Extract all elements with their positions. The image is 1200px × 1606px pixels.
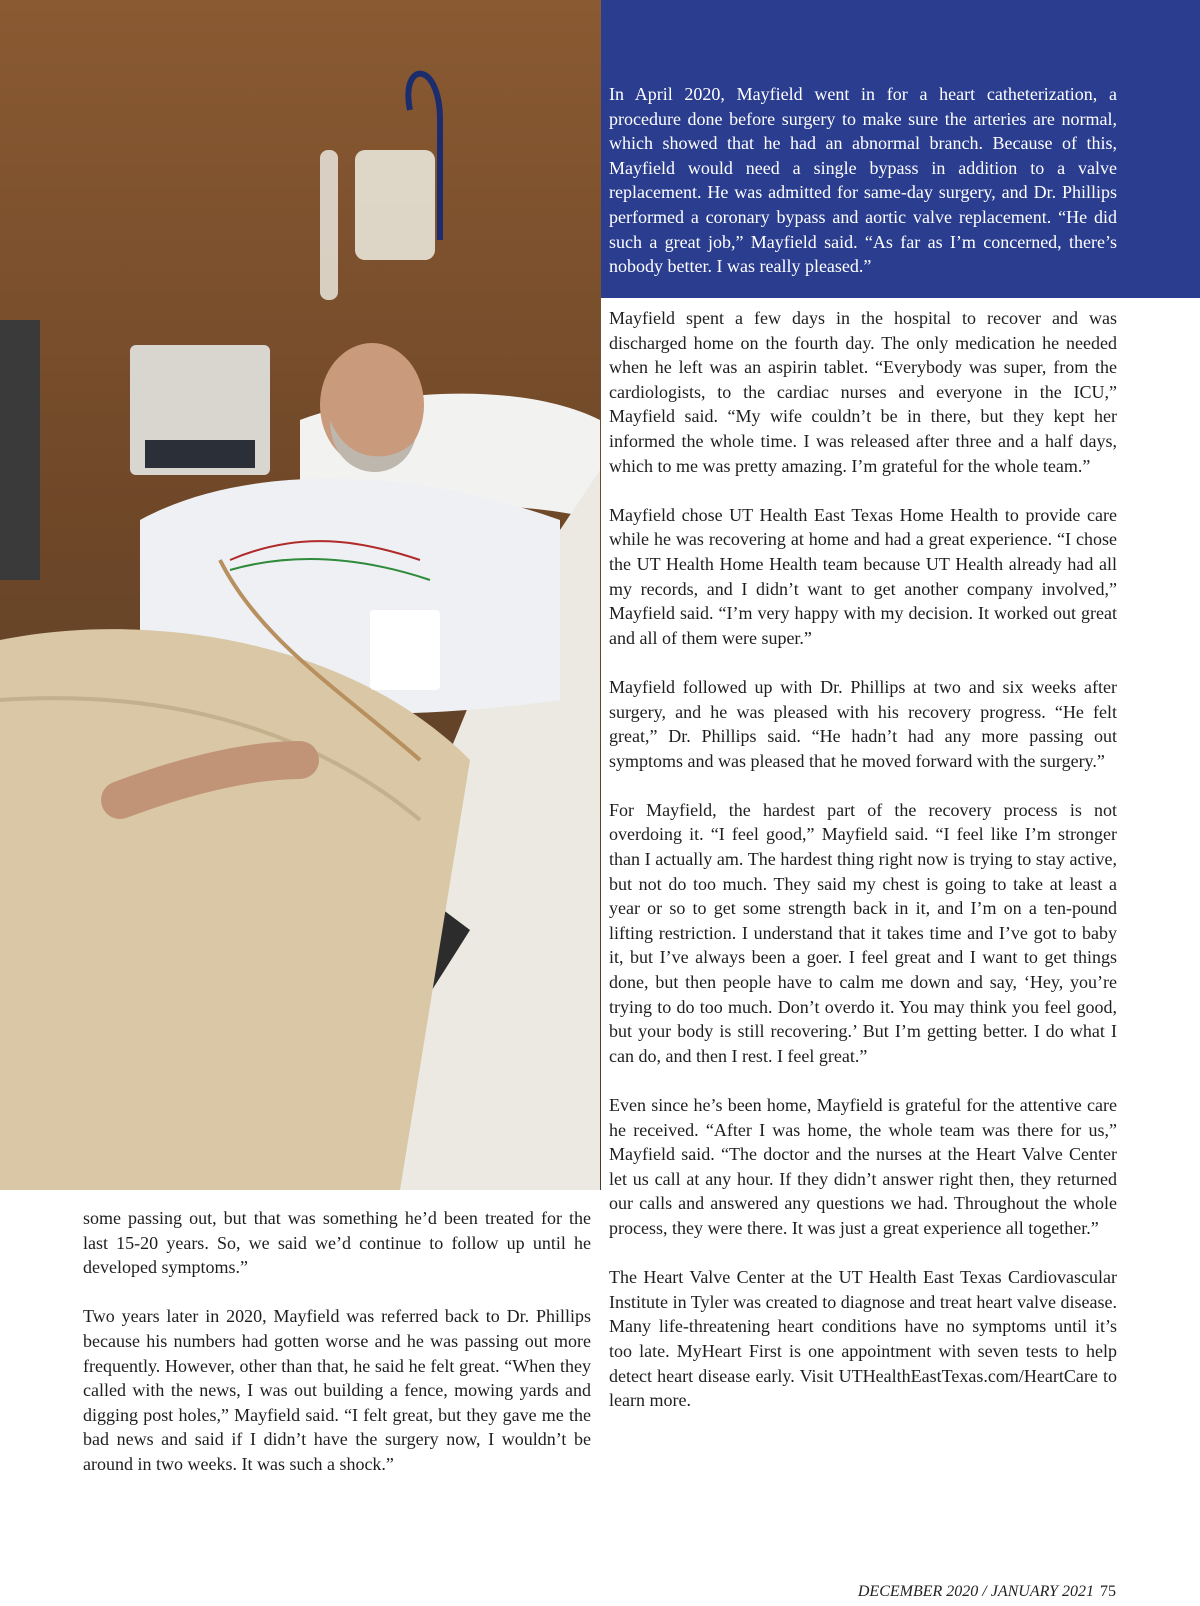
bp-cuff-label (370, 610, 440, 690)
right-column (609, 306, 1117, 1413)
paragraph-grateful: Even since he’s been home, Mayfield is grateful for the attentive care he received. “After I was home, the whole team was there for us,” Mayfield said. “The doctor and the nurses at the Heart Valve Center let us call at any hour. If they didn’t answer right then, they returned our calls and answered any questions we had. Throughout the whole process, they were there. It was just a great experience all together.” (609, 1095, 1117, 1238)
left-column (83, 1206, 591, 1477)
paragraph-recovery: Mayfield spent a few days in the hospital to recover and was discharged home on the fourth day. The only medication he needed when he left was an aspirin tablet. “Everybody was super, from the cardiologists, to the cardiac nurses and everyone in the ICU,” Mayfield said. “My wife couldn’t be in there, but they kept her informed the whole time. I was released after three and a half days, which to me was pretty amazing. I’m grateful for the whole team.” (609, 308, 1117, 476)
paragraph-hardest-part: For Mayfield, the hardest part of the recovery process is not overdoing it. “I feel good,” Mayfield said. “I feel like I’m stronger than I actually am. The hardest thing right now is trying to stay active, but not do too much. They said my chest is going to take at least a year or so to get some strength back in it, and I’m on a ten-pound lifting restriction. I understand that it takes time and I’ve got to baby it, but I’ve always been a goer. I feel great and I want to get things done, but then people have to calm me down and say, ‘Hey, you’re trying to do too much. Don’t overdo it. You may think you feel good, but your body is still recovering.’ But I’m getting better. I do what I can do, and then I rest. I feel great.” (609, 799, 1117, 1066)
intro-paragraph-block (609, 82, 1117, 279)
monitor-display (145, 440, 255, 468)
iv-bag (320, 150, 338, 300)
paragraph-passing-out: some passing out, but that was something he’d been treated for the last 15-20 years. So, we said we’d continue to follow up until he developed symptoms.” (83, 1208, 591, 1278)
paragraph-follow-up: Mayfield followed up with Dr. Phillips at two and six weeks after surgery, and he was pleased with his recovery progress. “He felt great,” Dr. Phillips said. “He hadn’t had any more passing out symptoms and was pleased that he moved forward with the surgery.” (609, 676, 1117, 771)
page-number: 75 (1100, 1583, 1116, 1600)
suction-canister (355, 150, 435, 260)
paragraph-heart-valve-center: The Heart Valve Center at the UT Health East Texas Cardiovascular Institute in Tyler was created to diagnose and treat heart valve disease. Many life-threatening heart conditions have no symptoms until it’s too late. MyHeart First is one appointment with seven tests to help detect heart disease early. Visit UTHealthEastTexas.com/HeartCare to learn more. (609, 1267, 1117, 1411)
hospital-bed-illustration (0, 0, 601, 1190)
paragraph-two-years-later: Two years later in 2020, Mayfield was referred back to Dr. Phillips because his numbers had gotten worse and he was passing out more frequently. However, other than that, he said he felt great. “When they called with the news, I was out building a fence, mowing yards and digging post holes,” Mayfield said. “I felt great, but they gave me the bad news and said if I didn’t have the surgery now, I wouldn’t be around in two weeks. It was such a shock.” (83, 1306, 591, 1474)
intro-paragraph: In April 2020, Mayfield went in for a heart catheterization, a procedure done before surgery to make sure the arteries are normal, which showed that he had an abnormal branch. Because of this, Mayfield would need a single bypass in addition to a valve replacement. He was admitted for same-day surgery, and Dr. Phillips performed a coronary bypass and aortic valve replacement. “He did such a great job,” Mayfield said. “As far as I’m concerned, there’s nobody better. I was really pleased.” (609, 84, 1117, 277)
issue-date: DECEMBER 2020 / JANUARY 2021 (857, 1583, 1094, 1600)
paragraph-home-health: Mayfield chose UT Health East Texas Home Health to provide care while he was recovering at home and had a great experience. “I chose the UT Health Home Health team because UT Health already had all my records, and I didn’t want to get another company involved,” Mayfield said. “I’m very happy with my decision. It worked out great and all of them were super.” (609, 504, 1117, 648)
side-equipment (0, 320, 40, 580)
page-footer (858, 1583, 1116, 1601)
patient-photo (0, 0, 601, 1190)
blanket (0, 629, 470, 1190)
